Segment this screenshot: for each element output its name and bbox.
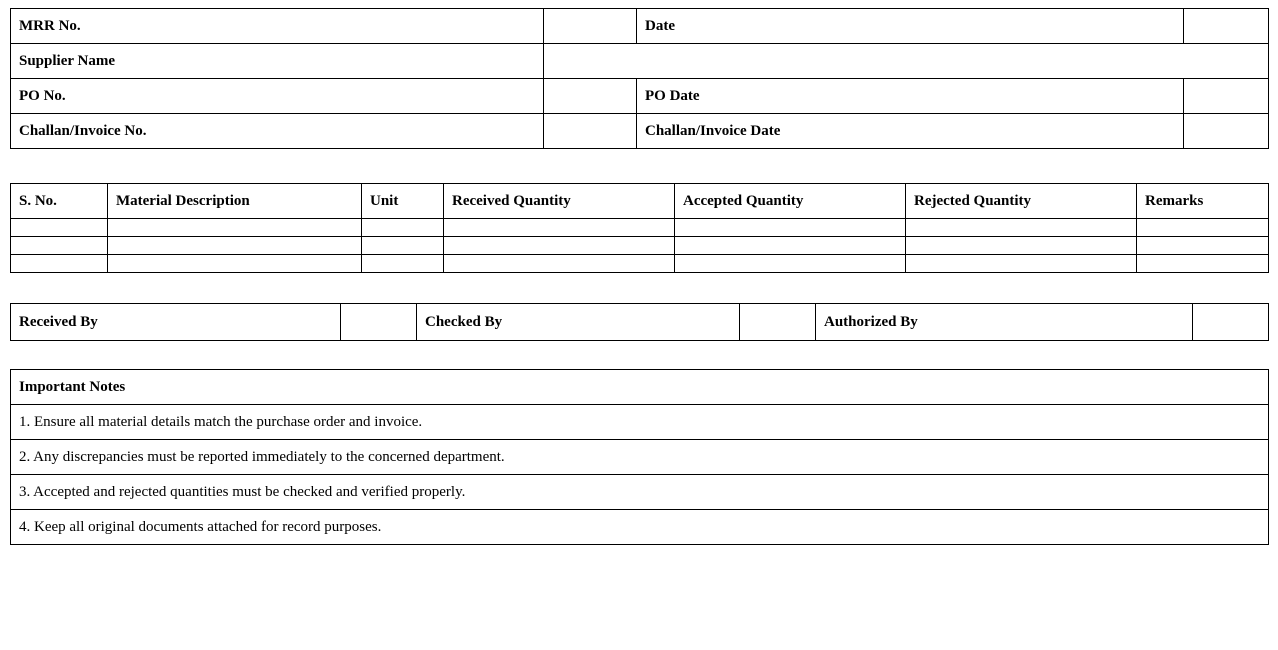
list-item [11,440,1269,475]
list-item [11,405,1269,440]
cell-remarks[interactable] [1137,237,1269,255]
po-no-value[interactable] [544,79,637,114]
column-header-material-description: Material Description [108,184,362,219]
list-item [11,510,1269,545]
column-header-remarks: Remarks [1137,184,1269,219]
cell-received-quantity[interactable] [444,255,675,273]
table-row [11,219,1269,237]
notes-title-row [11,370,1269,405]
cell-remarks[interactable] [1137,219,1269,237]
po-date-label: PO Date [637,79,1184,114]
note-line-2: 2. Any discrepancies must be reported immediately to the concerned department. [11,440,1269,475]
supplier-name-label: Supplier Name [11,44,544,79]
authorized-by-value[interactable] [1193,304,1269,341]
header-row-supplier [11,44,1269,79]
authorized-by-label: Authorized By [816,304,1193,341]
note-line-1: 1. Ensure all material details match the purchase order and invoice. [11,405,1269,440]
spacer-after-items [10,273,1268,303]
header-row-po [11,79,1269,114]
list-item [11,475,1269,510]
column-header-rejected-quantity: Rejected Quantity [906,184,1137,219]
cell-accepted-quantity[interactable] [675,219,906,237]
challan-invoice-date-label: Challan/Invoice Date [637,114,1184,149]
cell-material-description[interactable] [108,255,362,273]
checked-by-value[interactable] [740,304,816,341]
date-label: Date [637,9,1184,44]
column-header-unit: Unit [362,184,444,219]
header-fields-table [10,8,1269,149]
cell-material-description[interactable] [108,237,362,255]
cell-unit[interactable] [362,219,444,237]
important-notes-title: Important Notes [11,370,1269,405]
cell-remarks[interactable] [1137,255,1269,273]
cell-s-no[interactable] [11,255,108,273]
spacer-after-signatures [10,341,1268,369]
important-notes-table [10,369,1269,545]
cell-unit[interactable] [362,255,444,273]
column-header-accepted-quantity: Accepted Quantity [675,184,906,219]
challan-invoice-no-label: Challan/Invoice No. [11,114,544,149]
cell-accepted-quantity[interactable] [675,237,906,255]
column-header-received-quantity: Received Quantity [444,184,675,219]
spacer-after-header [10,149,1268,183]
cell-rejected-quantity[interactable] [906,255,1137,273]
cell-accepted-quantity[interactable] [675,255,906,273]
note-line-3: 3. Accepted and rejected quantities must be checked and verified properly. [11,475,1269,510]
received-by-value[interactable] [341,304,417,341]
cell-s-no[interactable] [11,237,108,255]
cell-unit[interactable] [362,237,444,255]
signatures-table [10,303,1269,341]
header-row-mrr [11,9,1269,44]
challan-invoice-date-value[interactable] [1184,114,1269,149]
po-date-value[interactable] [1184,79,1269,114]
cell-received-quantity[interactable] [444,237,675,255]
checked-by-label: Checked By [417,304,740,341]
items-table-header-row [11,184,1269,219]
cell-received-quantity[interactable] [444,219,675,237]
table-row [11,255,1269,273]
items-table [10,183,1269,273]
cell-material-description[interactable] [108,219,362,237]
mrr-no-value[interactable] [544,9,637,44]
header-row-challan [11,114,1269,149]
challan-invoice-no-value[interactable] [544,114,637,149]
cell-rejected-quantity[interactable] [906,237,1137,255]
mrr-no-label: MRR No. [11,9,544,44]
received-by-label: Received By [11,304,341,341]
cell-rejected-quantity[interactable] [906,219,1137,237]
table-row [11,237,1269,255]
signatures-row [11,304,1269,341]
supplier-name-value[interactable] [544,44,1269,79]
po-no-label: PO No. [11,79,544,114]
cell-s-no[interactable] [11,219,108,237]
note-line-4: 4. Keep all original documents attached for record purposes. [11,510,1269,545]
date-value[interactable] [1184,9,1269,44]
column-header-s-no: S. No. [11,184,108,219]
